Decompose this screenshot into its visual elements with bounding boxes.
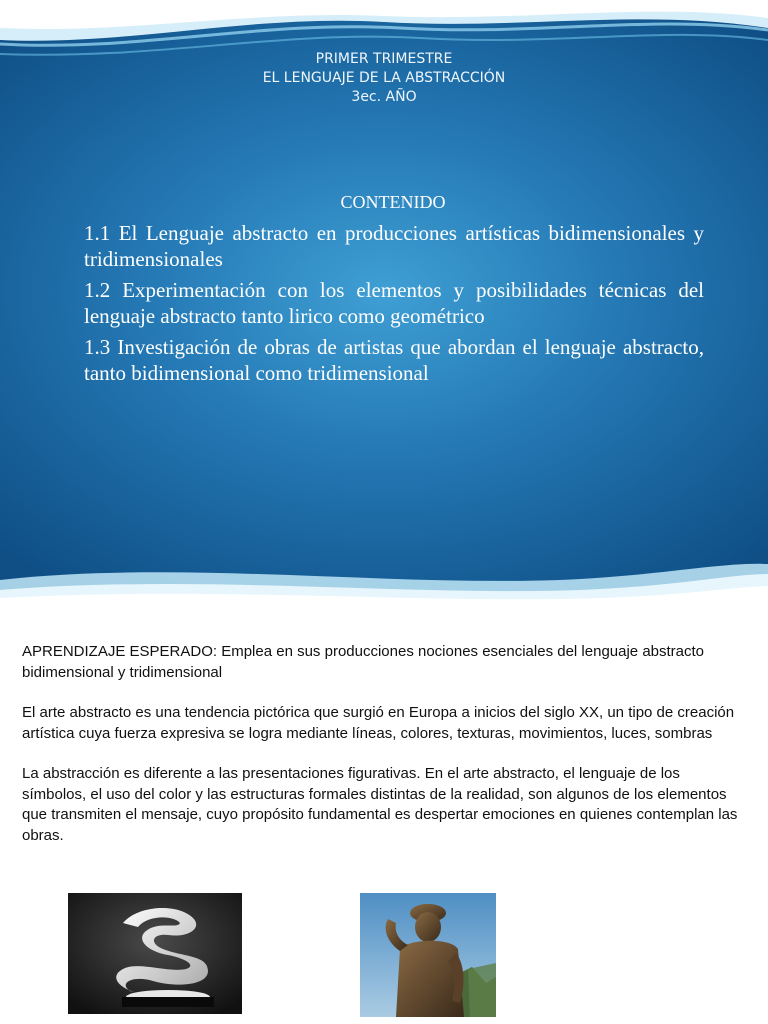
content-item: 1.3 Investigación de obras de artistas que abordan el lenguaje abstracto, tanto bidimensional como tridimensional [84, 335, 704, 385]
bottom-wave-decoration [0, 560, 768, 608]
paragraph: El arte abstracto es una tendencia pictórica que surgió en Europa a inicios del siglo XX, un tipo de creación artística cuya fuerza expresiva se logra mediante líneas, colores, texturas, movimientos, luces, sombras [22, 704, 735, 742]
abstract-sculpture-image [68, 893, 242, 1014]
paragraph: La abstracción es diferente a las presentaciones figurativas. En el arte abstracto, el lenguaje de los símbolos, el uso del color y las estructuras formales distintas de la realidad, son algunos de los elementos que transmiten el mensaje, cuyo propósito fundamental es despertar emociones en quienes contemplan las obras. [22, 765, 738, 844]
content-list [84, 220, 704, 391]
document-body [22, 642, 748, 866]
content-item: 1.1 El Lenguaje abstracto en producciones artísticas bidimensionales y tridimensionales [84, 221, 704, 271]
learning-objective: APRENDIZAJE ESPERADO: Emplea en sus producciones nociones esenciales del lenguaje abstracto bidimensional y tridimensional [22, 643, 705, 681]
title-line: PRIMER TRIMESTRE [315, 51, 453, 67]
miner-statue-image [360, 893, 496, 1017]
slide-title [0, 50, 768, 107]
title-line: 3ec. AÑO [351, 89, 417, 105]
content-heading: CONTENIDO [340, 192, 446, 212]
title-line: EL LENGUAJE DE LA ABSTRACCIÓN [262, 70, 506, 86]
content-item: 1.2 Experimentación con los elementos y posibilidades técnicas del lenguaje abstracto tanto lirico como geométrico [84, 278, 704, 328]
